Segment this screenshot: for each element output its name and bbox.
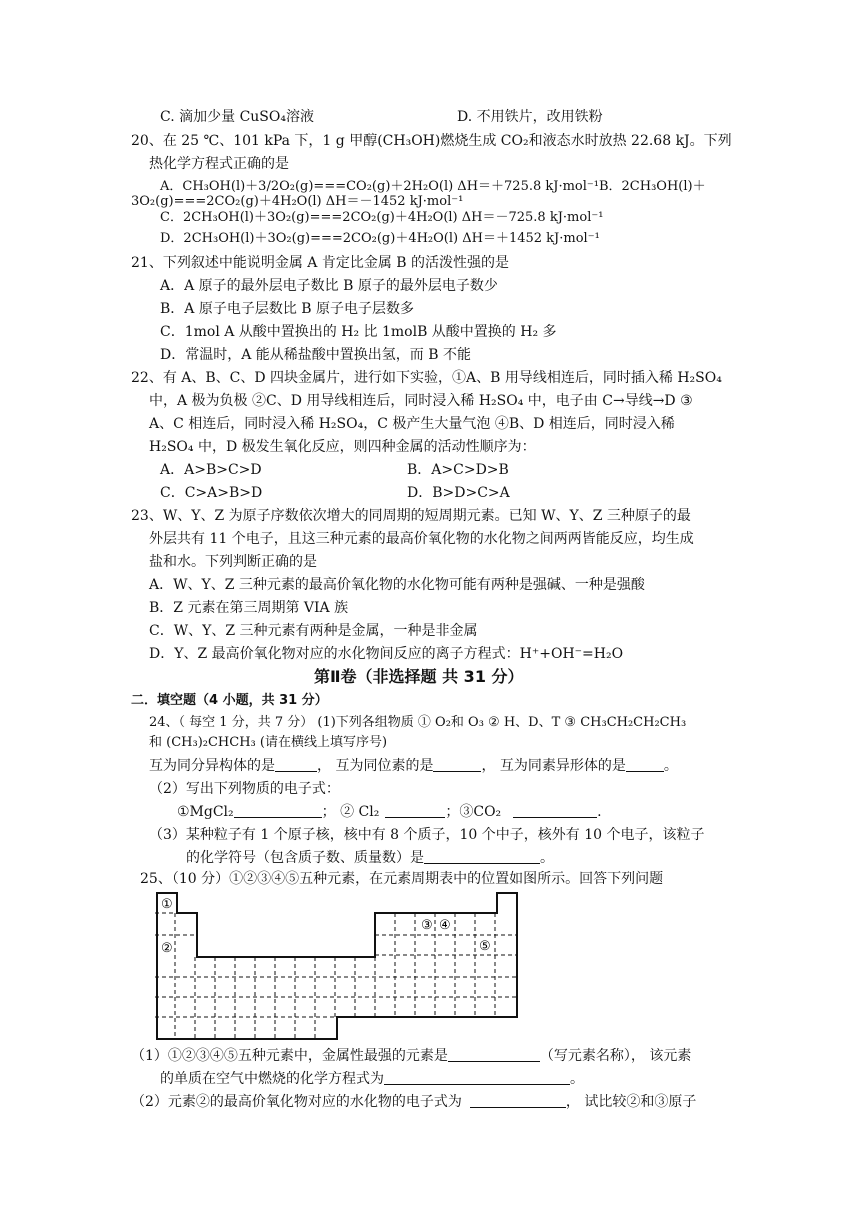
q24-line5 xyxy=(177,802,602,822)
q24-symbol-blank[interactable] xyxy=(424,849,540,864)
q23-option-b: B．Z 元素在第三周期第 VIA 族 xyxy=(149,600,349,616)
element-mark-2: ② xyxy=(161,941,173,956)
q22-stem-line3: A、C 相连后，同时浸入稀 H₂SO₄，C 极产生大量气泡 ④B、D 相连后，同时浸入稀 xyxy=(149,416,675,432)
q20-stem-line1: 20、在 25 ℃、101 kPa 下，1 g 甲醇(CH₃OH)燃烧生成 CO₂和液态水时放热 22.68 kJ。下列 xyxy=(131,133,732,149)
q25-sub2-label: （2）元素②的最高价氧化物对应的水化物的电子式为 xyxy=(131,1094,462,1110)
q24-isotope-label: ， 互为同位素的是 xyxy=(317,758,434,774)
element-mark-3: ③ xyxy=(421,918,433,933)
q19-option-d: D. 不用铁片，改用铁粉 xyxy=(457,109,603,125)
q20-option-b-continued: 3O₂(g)===2CO₂(g)＋4H₂O(l) ΔH＝－1452 kJ·mol⁻¹ xyxy=(131,194,464,209)
q21-option-a: A．A 原子的最外层电子数比 B 原子的最外层电子数少 xyxy=(160,278,498,294)
q25-sub1-line1 xyxy=(131,1046,691,1066)
q25-equation-blank[interactable] xyxy=(384,1070,570,1085)
q25-stem: 25、（10 分）①②③④⑤五种元素，在元素周期表中的位置如图所示。回答下列问题 xyxy=(140,871,664,887)
q23-stem-line1: 23、W、Y、Z 为原子序数依次增大的同周期的短周期元素。已知 W、Y、Z 三种原子的最 xyxy=(131,508,691,524)
q22-option-c: C．C>A>B>D xyxy=(160,485,263,501)
q25-metal-name-blank[interactable] xyxy=(448,1047,540,1062)
q23-option-d: D．Y、Z 最高价氧化物对应的水化物间反应的离子方程式：H⁺+OH⁻=H₂O xyxy=(149,646,624,662)
q24-isomer-blank[interactable] xyxy=(275,757,317,772)
q21-option-b: B．A 原子电子层数比 B 原子电子层数多 xyxy=(160,301,415,317)
q24-isotope-blank[interactable] xyxy=(433,757,481,772)
q20-stem-line2: 热化学方程式正确的是 xyxy=(149,156,289,172)
q24-co2-blank[interactable] xyxy=(513,803,597,818)
q23-stem-line3: 盐和水。下列判断正确的是 xyxy=(149,554,317,570)
q21-stem: 21、下列叙述中能说明金属 A 肯定比金属 B 的活泼性强的是 xyxy=(131,255,510,271)
q24-line3-end: 。 xyxy=(663,758,678,774)
q25-electron-formula-blank[interactable] xyxy=(470,1093,566,1108)
q24-cl2-blank[interactable] xyxy=(385,803,445,818)
q24-line4: （2）写出下列物质的电子式： xyxy=(149,781,340,797)
q24-co2-label: ；③CO₂ xyxy=(445,804,502,820)
q22-stem-line4: H₂SO₄ 中，D 极发生氧化反应，则四种金属的活动性顺序为： xyxy=(149,439,536,455)
q25-sub1-line2 xyxy=(160,1069,584,1089)
q24-symbol-label: 的化学符号（包含质子数、质量数）是 xyxy=(186,850,424,866)
q23-stem-line2: 外层共有 11 个电子，且这三种元素的最高价氧化物的水化物之间两两皆能反应，均生成 xyxy=(149,531,694,547)
q24-mgcl2-blank[interactable] xyxy=(234,803,322,818)
q19-option-c: C. 滴加少量 CuSO₄溶液 xyxy=(160,109,314,125)
q20-option-a: A．CH₃OH(l)＋3/2O₂(g)===CO₂(g)＋2H₂O(l) ΔH＝＋725.8 kJ·mol⁻¹B．2CH₃OH(l)＋ xyxy=(160,179,706,194)
q25-sub1-end: 。 xyxy=(570,1071,584,1087)
q22-option-b: B．A>C>D>B xyxy=(407,462,509,478)
q24-line6: （3）某种粒子有 1 个原子核，核中有 8 个质子，10 个中子，核外有 10 个电子，该粒子 xyxy=(149,827,705,843)
q25-sub2-line1 xyxy=(131,1092,696,1112)
element-mark-4: ④ xyxy=(439,918,451,933)
element-mark-5: ⑤ xyxy=(479,939,491,954)
q22-stem-line2: 中，A 极为负极 ②C、D 用导线相连后，同时浸入稀 H₂SO₄ 中，电子由 C→导线→D ③ xyxy=(149,393,693,409)
q24-line7 xyxy=(186,848,554,868)
q24-mgcl2-label: ①MgCl₂ xyxy=(177,804,234,820)
q24-line2: 和 (CH₃)₂CHCH₃ (请在横线上填写序号) xyxy=(149,735,388,750)
q25-sub1-label: （1）①②③④⑤五种元素中，金属性最强的元素是 xyxy=(131,1048,448,1064)
q24-line3 xyxy=(149,756,678,776)
q23-option-a: A．W、Y、Z 三种元素的最高价氧化物的水化物可能有两种是强碱、一种是强酸 xyxy=(149,577,645,593)
q22-option-a: A．A>B>C>D xyxy=(160,462,262,478)
q22-stem-line1: 22、有 A、B、C、D 四块金属片，进行如下实验，①A、B 用导线相连后，同时插入稀 H₂SO₄ xyxy=(131,370,722,386)
q23-option-c: C．W、Y、Z 三种元素有两种是金属，一种是非金属 xyxy=(149,623,478,639)
q22-option-d: D．B>D>C>A xyxy=(407,485,510,501)
q24-isomer-label: 互为同分异构体的是 xyxy=(149,758,275,774)
section2-title: 二．填空题（4 小题，共 31 分） xyxy=(131,693,328,708)
q25-sub1-equation-label: 的单质在空气中燃烧的化学方程式为 xyxy=(160,1071,384,1087)
q24-line5-end: . xyxy=(597,804,602,820)
q21-option-c: C．1mol A 从酸中置换出的 H₂ 比 1molB 从酸中置换的 H₂ 多 xyxy=(160,324,557,340)
q24-line1: 24、（ 每空 1 分，共 7 分） (1)下列各组物质 ① O₂和 O₃ ② H、D、T ③ CH₃CH₂CH₂CH₃ xyxy=(149,715,687,730)
q24-cl2-label: ； ② Cl₂ xyxy=(321,804,380,820)
q24-line7-end: 。 xyxy=(540,850,554,866)
periodic-table-diagram xyxy=(155,891,525,1041)
q20-option-c: C．2CH₃OH(l)＋3O₂(g)===2CO₂(g)＋4H₂O(l) ΔH＝－725.8 kJ·mol⁻¹ xyxy=(160,210,604,225)
q21-option-d: D．常温时，A 能从稀盐酸中置换出氢，而 B 不能 xyxy=(160,347,471,363)
part2-title: 第Ⅱ卷（非选择题 共 31 分） xyxy=(314,667,524,686)
q25-sub2-label-b: ， 试比较②和③原子 xyxy=(565,1094,697,1110)
q25-sub1-label-b: （写元素名称）， 该元素 xyxy=(539,1048,692,1064)
q20-option-d: D．2CH₃OH(l)＋3O₂(g)===2CO₂(g)＋4H₂O(l) ΔH＝＋1452 kJ·mol⁻¹ xyxy=(160,231,600,246)
q24-allotrope-blank[interactable] xyxy=(626,757,664,772)
element-mark-1: ① xyxy=(161,897,173,912)
q24-allotrope-label: ， 互为同素异形体的是 xyxy=(481,758,626,774)
